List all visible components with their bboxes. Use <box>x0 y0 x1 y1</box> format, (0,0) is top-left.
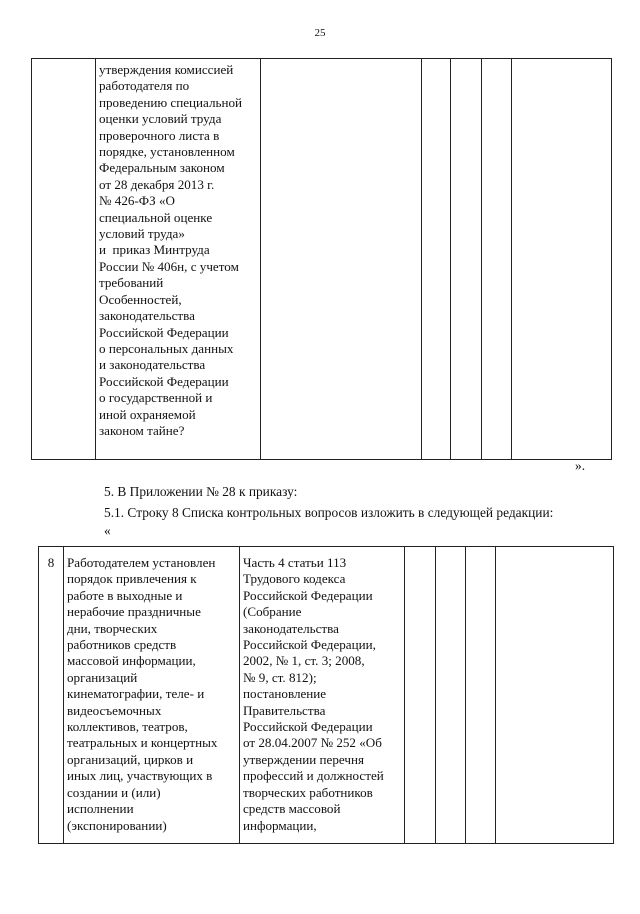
closing-quote: ». <box>575 458 586 473</box>
table1-cell-number <box>32 59 96 460</box>
legal-reference-text: Часть 4 статьи 113 Трудового кодекса Российской Федерации (Собрание законодательства Российской Федерации, 2002, № 1, ст. 3; 2008, № 9, ст. 812); постановление Правительства Российской Федерации от 28.04.2007 № 252 «Об утверждении перечня профессий и должностей творческих работников средств массовой информации, <box>243 555 384 833</box>
table2-cell-reference <box>240 547 405 844</box>
question-continuation-text: утверждения комиссией работодателя по проведению специальной оценки условий труда проверочного листа в порядке, установленном Федеральным законом от 28 декабря 2013 г. № 426-ФЗ «О специальной оценке условий труда» и приказ Минтруда России № 406н, с учетом требований Особенностей, законодательства Российской Федерации о персональных данных и законодательства Российской Федерации о государственной и иной охраняемой законом тайне? <box>99 62 243 438</box>
amendment-subitem: 5.1. Строку 8 Списка контрольных вопросов изложить в следующей редакции: <box>104 505 554 520</box>
page-number: 25 <box>314 27 326 39</box>
table1-cell-yes <box>422 59 451 460</box>
table2-cell-na <box>466 547 496 844</box>
checklist-table-row-8 <box>38 546 614 844</box>
table2-cell-question <box>64 547 240 844</box>
opening-quote: « <box>104 523 111 538</box>
checklist-table-continued <box>31 58 612 460</box>
table1-cell-question <box>96 59 261 460</box>
table1-cell-na <box>482 59 512 460</box>
question-text: Работодателем установлен порядок привлечения к работе в выходные и нерабочие праздничные дни, творческих работников средств массовой информации, организаций кинематографии, теле- и видеосъемочных коллективов, театров, театральных и концертных организаций, цирков и иных лиц, участвующих в создании и (или) исполнении (экспонировании) <box>67 555 218 833</box>
table2-cell-no <box>436 547 466 844</box>
row-number: 8 <box>39 547 64 844</box>
table1-cell-reference <box>261 59 422 460</box>
table1-cell-no <box>451 59 482 460</box>
table1-cell-comment <box>512 59 612 460</box>
amendment-item: 5. В Приложении № 28 к приказу: <box>104 484 298 499</box>
table2-cell-yes <box>405 547 436 844</box>
table2-cell-comment <box>496 547 614 844</box>
